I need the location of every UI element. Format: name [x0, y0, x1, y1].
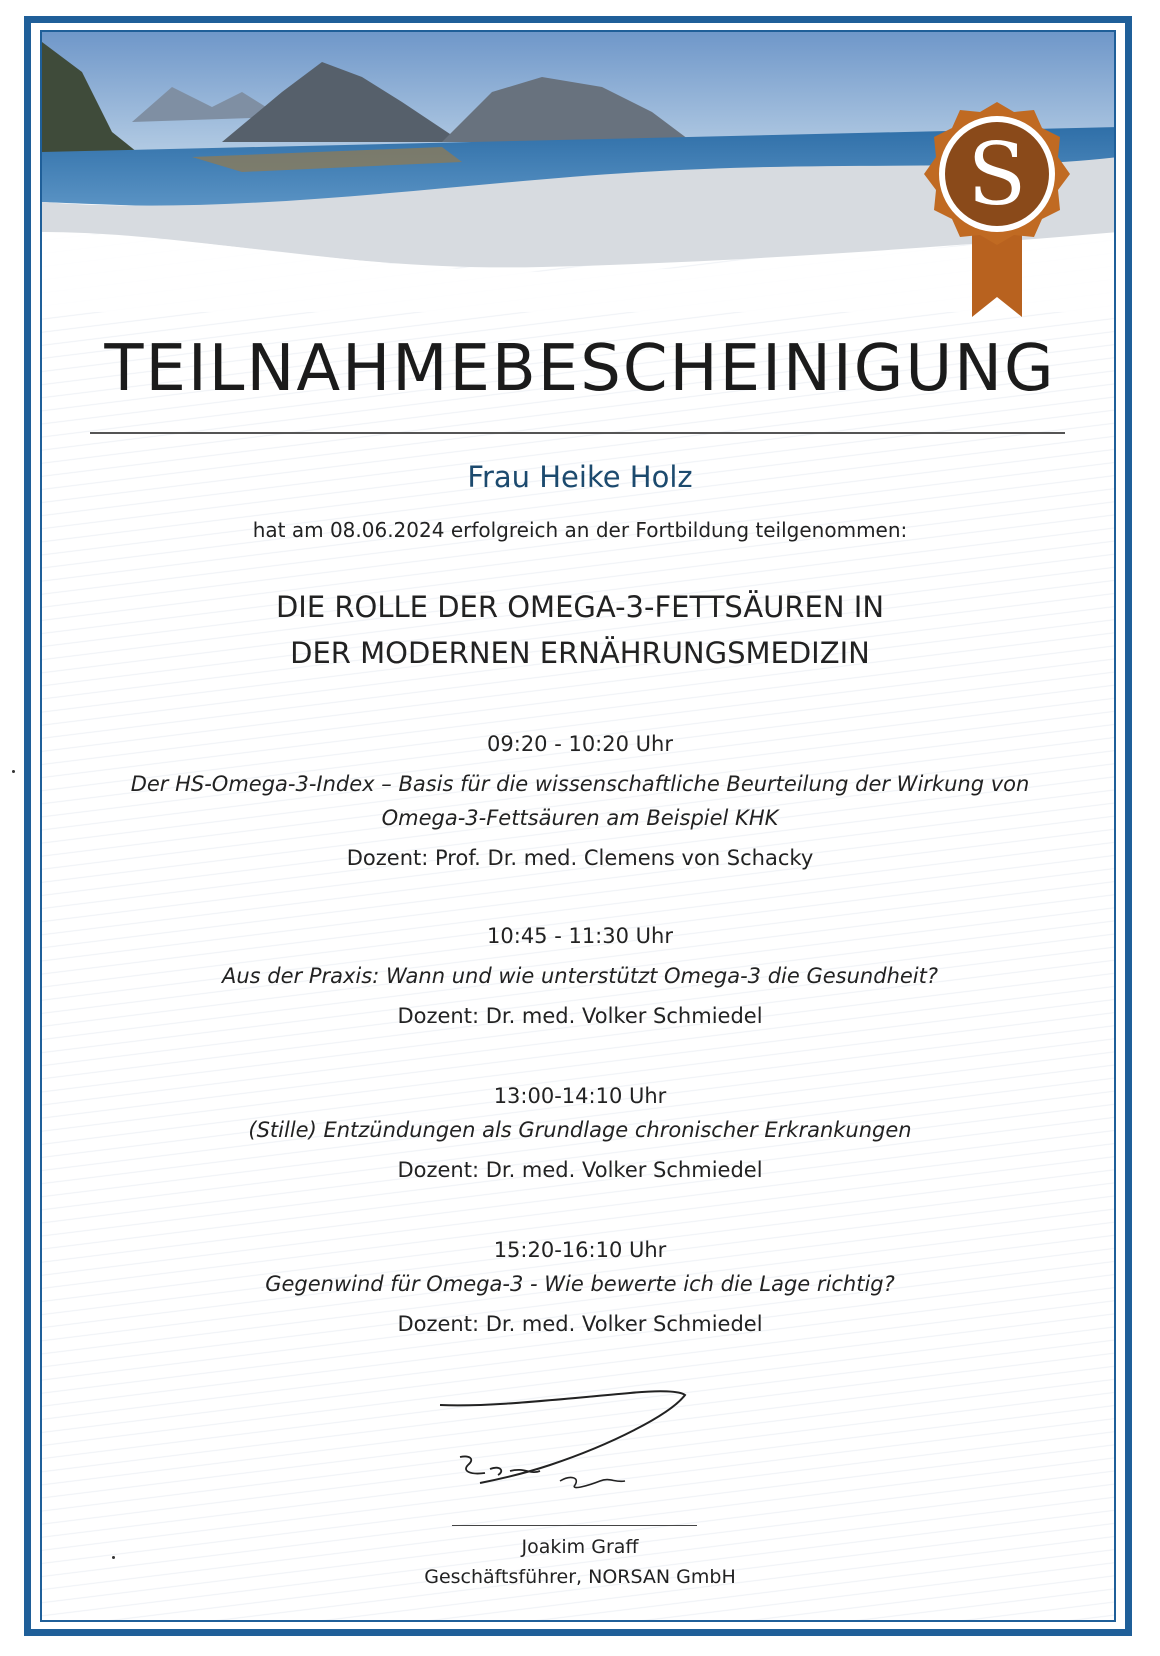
session-lecturer: Dozent: Dr. med. Volker Schmiedel: [397, 1004, 763, 1028]
certificate-title: TEILNAHMEBESCHEINIGUNG: [104, 332, 1056, 406]
session-lecturer: Dozent: Prof. Dr. med. Clemens von Schacky: [346, 846, 814, 870]
scan-speck: [12, 770, 15, 773]
session-topic: Gegenwind für Omega-3 - Wie bewerte ich die Lage richtig?: [265, 1272, 895, 1296]
session-time: 09:20 - 10:20 Uhr: [487, 732, 673, 756]
session-time: 13:00-14:10 Uhr: [493, 1084, 667, 1108]
session-topic: (Stille) Entzündungen als Grundlage chronischer Erkrankungen: [248, 1118, 912, 1142]
course-title-line-1: DIE ROLLE DER OMEGA-3-FETTSÄUREN IN: [275, 590, 885, 624]
signer-name: Joakim Graff: [521, 1536, 639, 1558]
session-time: 10:45 - 11:30 Uhr: [487, 924, 673, 948]
session-topic: Aus der Praxis: Wann und wie unterstützt Omega-3 die Gesundheit?: [221, 964, 939, 988]
session-lecturer: Dozent: Dr. med. Volker Schmiedel: [397, 1312, 763, 1336]
scan-speck: [112, 1556, 115, 1559]
title-divider: [90, 432, 1065, 434]
recipient-name: Frau Heike Holz: [467, 460, 693, 494]
seal-letter: S: [967, 125, 1027, 225]
course-title-line-2: DER MODERNEN ERNÄHRUNGSMEDIZIN: [290, 636, 870, 670]
seal-badge: [902, 92, 1092, 322]
participation-statement: hat am 08.06.2024 erfolgreich an der Fortbildung teilgenommen:: [252, 518, 908, 542]
handwritten-signature: [430, 1385, 730, 1505]
session-topic: Der HS-Omega-3-Index – Basis für die wissenschaftliche Beurteilung der Wirkung von: [130, 772, 1030, 796]
session-topic: Omega-3-Fettsäuren am Beispiel KHK: [381, 806, 779, 830]
session-time: 15:20-16:10 Uhr: [493, 1238, 667, 1262]
signature-line: [452, 1525, 697, 1526]
session-lecturer: Dozent: Dr. med. Volker Schmiedel: [397, 1158, 763, 1182]
signer-role: Geschäftsführer, NORSAN GmbH: [424, 1566, 736, 1588]
